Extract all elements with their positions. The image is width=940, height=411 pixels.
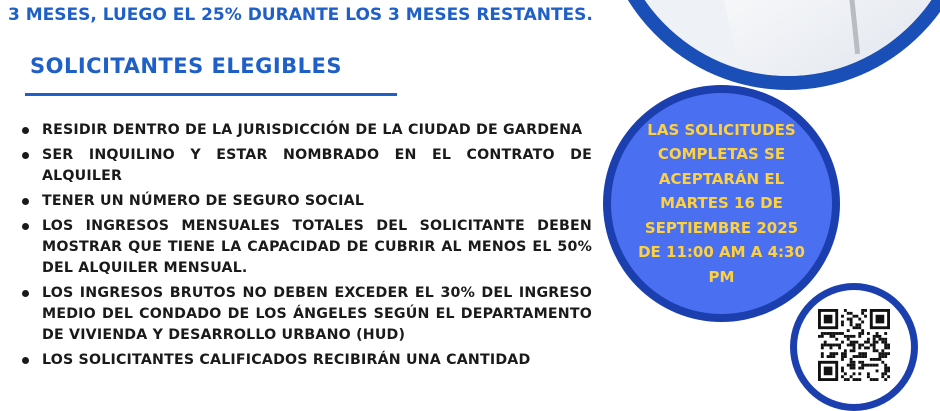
bullet-icon xyxy=(22,127,29,134)
list-item-text: LOS INGRESOS MENSUALES TOTALES DEL SOLICITANTE DEBEN MOSTRAR QUE TIENE LA CAPACIDAD DE CUBRIR AL MENOS EL 50% DEL ALQUILER MENSUAL. xyxy=(42,218,592,276)
list-item-text: RESIDIR DENTRO DE LA JURISDICCIÓN DE LA CIUDAD DE GARDENA xyxy=(42,122,583,138)
list-item xyxy=(20,145,592,187)
announcement-inner xyxy=(611,93,832,314)
qr-circle xyxy=(790,283,918,411)
list-item-text: LOS SOLICITANTES CALIFICADOS RECIBIRÁN UNA CANTIDAD xyxy=(42,352,531,368)
bullet-icon xyxy=(22,198,29,205)
section-heading: SOLICITANTES ELEGIBLES xyxy=(30,54,343,78)
list-item xyxy=(20,283,592,346)
announcement-text: LAS SOLICITUDES COMPLETAS SE ACEPTARÁN EL MARTES 16 DE SEPTIEMBRE 2025 DE 11:00 AM A 4:30 PM xyxy=(638,120,805,286)
heading-underline xyxy=(25,93,397,96)
announcement-circle xyxy=(603,85,840,322)
list-item-text: LOS INGRESOS BRUTOS NO DEBEN EXCEDER EL 30% DEL INGRESO MEDIO DEL CONDADO DE LOS ÁNGELES SEGÚN EL DEPARTAMENTO DE VIVIENDA Y DESARROLLO URBANO (HUD) xyxy=(42,285,592,343)
list-item xyxy=(20,350,592,371)
list-item-text: SER INQUILINO Y ESTAR NOMBRADO EN EL CONTRATO DE ALQUILER xyxy=(42,147,592,184)
bullet-icon xyxy=(22,223,29,230)
list-item xyxy=(20,216,592,279)
list-item xyxy=(20,191,592,212)
list-item-text: TENER UN NÚMERO DE SEGURO SOCIAL xyxy=(42,193,365,209)
qr-code-icon[interactable] xyxy=(818,309,890,381)
paper-image xyxy=(722,0,940,76)
header-text: 3 MESES, LUEGO EL 25% DURANTE LOS 3 MESES RESTANTES. xyxy=(8,5,593,25)
list-item xyxy=(20,120,592,141)
document-photo-circle xyxy=(598,0,940,90)
bullet-icon xyxy=(22,357,29,364)
document-pen-photo xyxy=(612,0,940,76)
bullet-icon xyxy=(22,290,29,297)
bullet-icon xyxy=(22,152,29,159)
eligibility-list xyxy=(20,120,592,375)
signature-scribble xyxy=(834,64,874,76)
